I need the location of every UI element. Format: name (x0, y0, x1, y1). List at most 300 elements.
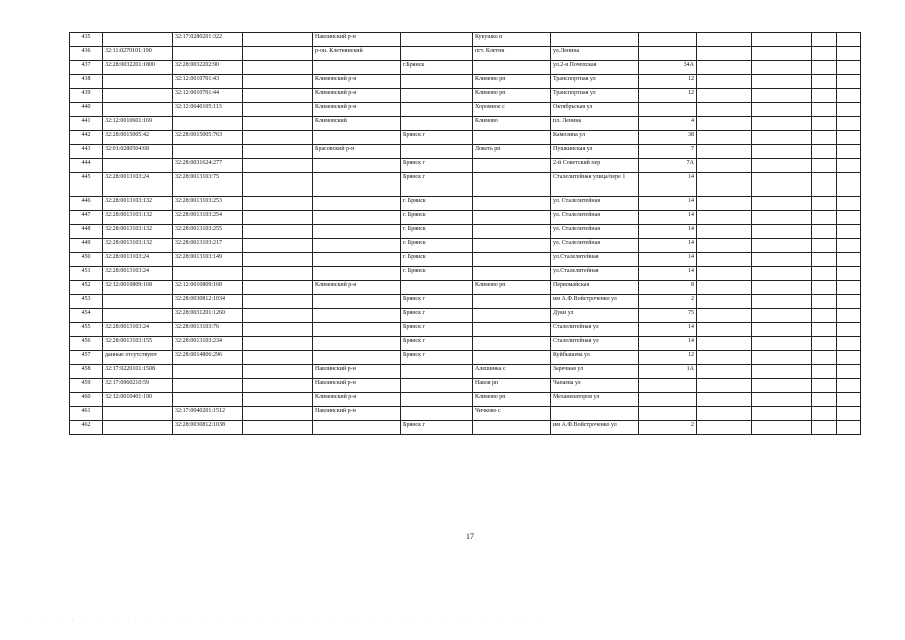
table-cell-empty (697, 75, 752, 89)
table-cell-c3 (243, 131, 313, 145)
table-cell-c5: г. Брянск (401, 197, 473, 211)
table-cell-empty (812, 75, 837, 89)
table-cell-c2: 32:28:0013103:217 (173, 239, 243, 253)
table-cell-empty (697, 351, 752, 365)
table-cell-c3 (243, 75, 313, 89)
table-cell-c5 (401, 117, 473, 131)
table-row (70, 225, 861, 239)
table-cell-empty (837, 75, 861, 89)
table-cell-empty (697, 393, 752, 407)
table-cell-c8: 2 (639, 421, 697, 435)
table-cell-empty (752, 295, 812, 309)
table-cell-c5 (401, 89, 473, 103)
table-cell-c6: пгт. Клетня (473, 47, 551, 61)
table-cell-num: 461 (70, 407, 103, 421)
table-cell-c4: Климовский р-н (313, 393, 401, 407)
table-row (70, 239, 861, 253)
table-cell-c8: 7А (639, 159, 697, 173)
table-cell-c6: Климово рп (473, 89, 551, 103)
table-cell-c5 (401, 33, 473, 47)
table-cell-c2: 32:28:0013103:149 (173, 253, 243, 267)
table-cell-empty (812, 225, 837, 239)
table-cell-c2: 32:28:0013103:76 (173, 323, 243, 337)
table-cell-num: 457 (70, 351, 103, 365)
table-cell-c2 (173, 393, 243, 407)
table-row (70, 281, 861, 295)
table-cell-c7 (551, 33, 639, 47)
table-cell-empty (697, 323, 752, 337)
table-cell-c5 (401, 145, 473, 159)
table-cell-empty (752, 103, 812, 117)
table-cell-c6: Климово рп (473, 75, 551, 89)
table-cell-num: 444 (70, 159, 103, 173)
table-cell-c5: Брянск г (401, 173, 473, 197)
table-row (70, 337, 861, 351)
table-cell-c2: 32:12:0010701:43 (173, 75, 243, 89)
table-cell-c6 (473, 309, 551, 323)
table-cell-empty (697, 89, 752, 103)
table-row (70, 267, 861, 281)
table-cell-num: 454 (70, 309, 103, 323)
table-cell-empty (697, 309, 752, 323)
table-cell-c2: 32:28:0013103:255 (173, 225, 243, 239)
table-cell-c2 (173, 379, 243, 393)
table-row (70, 173, 861, 197)
table-cell-c7: Куйбышева ул (551, 351, 639, 365)
table-cell-empty (752, 323, 812, 337)
table-cell-num: 436 (70, 47, 103, 61)
table-cell-empty (812, 145, 837, 159)
table-cell-empty (812, 103, 837, 117)
table-cell-c8: 7 (639, 145, 697, 159)
table-cell-empty (812, 421, 837, 435)
table-cell-c2: 32:28:0013103:253 (173, 197, 243, 211)
table-cell-c8: 12 (639, 89, 697, 103)
table-cell-empty (697, 253, 752, 267)
scan-artifacts: . . . : . . . .. . . . . . : . . . . . . . . . . . . . . . . . . . . . . . (30, 617, 549, 622)
table-cell-c2 (173, 267, 243, 281)
table-cell-c4: Навлинский р-н (313, 33, 401, 47)
table-cell-c1 (103, 89, 173, 103)
table-cell-num: 448 (70, 225, 103, 239)
table-cell-c6 (473, 267, 551, 281)
table-cell-c1 (103, 103, 173, 117)
table-cell-c2: 32:28:0013103:75 (173, 173, 243, 197)
table-cell-c7: ул. Сталелитейная (551, 225, 639, 239)
table-cell-empty (812, 379, 837, 393)
table-cell-empty (812, 407, 837, 421)
table-cell-num: 447 (70, 211, 103, 225)
table-cell-c8: 14 (639, 211, 697, 225)
table-cell-c5 (401, 365, 473, 379)
table-cell-c7: пл. Ленина (551, 117, 639, 131)
table-cell-c4: Навлинский р-н (313, 365, 401, 379)
table-cell-c4 (313, 309, 401, 323)
table-cell-empty (752, 225, 812, 239)
table-cell-c2: 32:12:0010701:44 (173, 89, 243, 103)
table-cell-num: 456 (70, 337, 103, 351)
table-cell-c3 (243, 281, 313, 295)
table-cell-c2: 32:12:0010809:168 (173, 281, 243, 295)
table-cell-c6 (473, 295, 551, 309)
table-cell-empty (837, 379, 861, 393)
table-cell-empty (697, 33, 752, 47)
page-number: 17 (466, 532, 474, 541)
table-row (70, 159, 861, 173)
table-cell-c5: Брянск г (401, 295, 473, 309)
table-cell-empty (812, 309, 837, 323)
table-cell-c7: Сталелитейная ул (551, 337, 639, 351)
table-cell-c3 (243, 267, 313, 281)
table-cell-c7: Камозина ул (551, 131, 639, 145)
table-cell-empty (837, 89, 861, 103)
table-cell-c4: Климовский р-н (313, 281, 401, 295)
table-cell-num: 462 (70, 421, 103, 435)
table-cell-num: 441 (70, 117, 103, 131)
table-cell-empty (812, 61, 837, 75)
table-cell-c7: ул.Сталелитейная (551, 267, 639, 281)
table-cell-c6: Климово рп (473, 281, 551, 295)
table-cell-c2: 32:28:0014806:296 (173, 351, 243, 365)
table-cell-c6: Климово (473, 117, 551, 131)
table-cell-c6 (473, 253, 551, 267)
table-cell-empty (697, 197, 752, 211)
table-cell-c1 (103, 309, 173, 323)
table-cell-c4: Климовский р-н (313, 75, 401, 89)
table-cell-c5 (401, 407, 473, 421)
table-cell-empty (812, 267, 837, 281)
table-cell-c6 (473, 421, 551, 435)
table-cell-c1 (103, 75, 173, 89)
table-row (70, 295, 861, 309)
table-cell-c4 (313, 267, 401, 281)
table-cell-c2: 32:28:0013103:234 (173, 337, 243, 351)
table-cell-empty (697, 211, 752, 225)
table-cell-c2 (173, 117, 243, 131)
table-cell-empty (837, 33, 861, 47)
table-cell-c5: г. Брянск (401, 239, 473, 253)
table-cell-empty (812, 337, 837, 351)
table-cell-num: 445 (70, 173, 103, 197)
table-cell-c1: 32:28:0013103:24 (103, 267, 173, 281)
table-cell-c7: Транспортная ул (551, 89, 639, 103)
table-cell-num: 460 (70, 393, 103, 407)
table-cell-c5 (401, 75, 473, 89)
table-cell-empty (837, 407, 861, 421)
table-cell-c7: ул. Сталелитейная (551, 197, 639, 211)
table-cell-empty (812, 197, 837, 211)
table-cell-c3 (243, 365, 313, 379)
table-cell-c2: 32:28:0032202:90 (173, 61, 243, 75)
table-cell-c7: Пушкинская ул (551, 145, 639, 159)
table-cell-empty (752, 197, 812, 211)
table-cell-empty (812, 323, 837, 337)
table-cell-c6 (473, 131, 551, 145)
table-row (70, 117, 861, 131)
table-cell-c6 (473, 211, 551, 225)
table-cell-empty (837, 61, 861, 75)
table-cell-empty (812, 281, 837, 295)
table-row (70, 421, 861, 435)
table-cell-empty (752, 173, 812, 197)
table-cell-empty (752, 365, 812, 379)
table-cell-empty (837, 225, 861, 239)
table-cell-c7: ул.Сталелитейная (551, 253, 639, 267)
table-cell-c1: 32:12:0010401:190 (103, 393, 173, 407)
table-cell-empty (697, 47, 752, 61)
table-cell-empty (697, 131, 752, 145)
table-cell-c8 (639, 407, 697, 421)
table-cell-num: 442 (70, 131, 103, 145)
table-cell-c2: 32:17:0280201:322 (173, 33, 243, 47)
table-cell-c1 (103, 407, 173, 421)
table-cell-c4 (313, 197, 401, 211)
table-cell-c5: Брянск г (401, 421, 473, 435)
table-cell-empty (752, 267, 812, 281)
table-cell-c1: 32:11:0270101:190 (103, 47, 173, 61)
table-cell-c4: Навлинский р-н (313, 407, 401, 421)
table-cell-c8 (639, 33, 697, 47)
table-cell-empty (752, 421, 812, 435)
table-cell-empty (812, 33, 837, 47)
table-cell-c6: Кукушко п (473, 33, 551, 47)
table-cell-empty (752, 47, 812, 61)
table-cell-c1: 32:12:0010601:169 (103, 117, 173, 131)
table-cell-c8: 14 (639, 253, 697, 267)
table-cell-empty (837, 47, 861, 61)
table-cell-empty (812, 47, 837, 61)
table-cell-empty (697, 421, 752, 435)
table-cell-c1: 32:28:0013103:132 (103, 197, 173, 211)
table-cell-num: 439 (70, 89, 103, 103)
table-row (70, 309, 861, 323)
table-cell-c7: 2-й Советский пер (551, 159, 639, 173)
table-cell-empty (697, 295, 752, 309)
table-cell-num: 459 (70, 379, 103, 393)
table-cell-c2: 32:28:0031201:1260 (173, 309, 243, 323)
table-cell-c3 (243, 173, 313, 197)
table-cell-empty (697, 337, 752, 351)
table-cell-empty (837, 351, 861, 365)
table-cell-empty (837, 239, 861, 253)
table-cell-empty (697, 407, 752, 421)
table-cell-empty (697, 267, 752, 281)
table-cell-c6: Климово рп (473, 393, 551, 407)
table-row (70, 33, 861, 47)
table-cell-c3 (243, 421, 313, 435)
table-cell-num: 446 (70, 197, 103, 211)
table-cell-empty (812, 393, 837, 407)
table-cell-c4 (313, 159, 401, 173)
table-cell-c7: ул. Сталелитейная (551, 211, 639, 225)
table-cell-c1: данные отсутствуют (103, 351, 173, 365)
table-cell-c3 (243, 47, 313, 61)
table-cell-empty (752, 145, 812, 159)
table-cell-c4 (313, 253, 401, 267)
table-cell-empty (697, 117, 752, 131)
table-cell-c3 (243, 33, 313, 47)
table-cell-c1: 32:28:0013103:24 (103, 173, 173, 197)
table-cell-c8: 4 (639, 117, 697, 131)
table-cell-empty (752, 281, 812, 295)
table-cell-num: 450 (70, 253, 103, 267)
table-cell-num: 453 (70, 295, 103, 309)
table-cell-empty (752, 33, 812, 47)
table-cell-c3 (243, 159, 313, 173)
table-cell-c8: 38 (639, 131, 697, 145)
table-cell-empty (837, 421, 861, 435)
table-cell-c8: 14 (639, 173, 697, 197)
table-cell-c5: Брянск г (401, 131, 473, 145)
table-cell-num: 443 (70, 145, 103, 159)
table-row (70, 89, 861, 103)
table-cell-c8: 2 (639, 295, 697, 309)
table-cell-c5 (401, 379, 473, 393)
table-cell-c3 (243, 239, 313, 253)
table-cell-empty (697, 61, 752, 75)
table-cell-empty (837, 145, 861, 159)
table-row (70, 323, 861, 337)
table-cell-empty (812, 159, 837, 173)
table-cell-c4: р-он. Клетнянский (313, 47, 401, 61)
table-cell-c5: Брянск г (401, 337, 473, 351)
table-cell-c2 (173, 47, 243, 61)
table-cell-empty (837, 295, 861, 309)
table-cell-empty (752, 61, 812, 75)
table-cell-empty (752, 131, 812, 145)
table-cell-c4 (313, 211, 401, 225)
table-cell-c8 (639, 103, 697, 117)
table-cell-c1: 32:17:0960210:59 (103, 379, 173, 393)
table-row (70, 379, 861, 393)
table-cell-c7: Сталелитейная улица/пере 1 (551, 173, 639, 197)
table-cell-c3 (243, 337, 313, 351)
table-cell-c5: Брянск г (401, 351, 473, 365)
table-cell-c3 (243, 295, 313, 309)
table-cell-c7: Транспортная ул (551, 75, 639, 89)
table-cell-c3 (243, 323, 313, 337)
table-cell-c3 (243, 379, 313, 393)
table-cell-c6 (473, 351, 551, 365)
table-cell-c7: ул.Ленина (551, 47, 639, 61)
table-cell-c6 (473, 61, 551, 75)
table-cell-c4 (313, 421, 401, 435)
table-cell-c3 (243, 351, 313, 365)
table-cell-c3 (243, 407, 313, 421)
table-cell-c6: Чичково с (473, 407, 551, 421)
table-cell-c1 (103, 295, 173, 309)
table-cell-c1: 32:17:0220101:1508 (103, 365, 173, 379)
table-cell-c8 (639, 47, 697, 61)
table-cell-c2: 32:12:0640105:113 (173, 103, 243, 117)
table-cell-empty (837, 253, 861, 267)
table-cell-c6: Алешинка с (473, 365, 551, 379)
table-cell-c5: г. Брянск (401, 267, 473, 281)
table-row (70, 253, 861, 267)
table-cell-c4 (313, 61, 401, 75)
table-cell-num: 440 (70, 103, 103, 117)
table-cell-num: 438 (70, 75, 103, 89)
table-cell-c8: 34А (639, 61, 697, 75)
table-cell-c4 (313, 173, 401, 197)
table-cell-empty (752, 407, 812, 421)
table-cell-c6 (473, 225, 551, 239)
table-cell-empty (837, 117, 861, 131)
table-cell-empty (837, 173, 861, 197)
table-cell-empty (812, 131, 837, 145)
table-row (70, 75, 861, 89)
table-cell-c3 (243, 61, 313, 75)
table-cell-empty (812, 89, 837, 103)
table-cell-c1: 32:28:0013103:132 (103, 239, 173, 253)
table-cell-empty (812, 173, 837, 197)
table-cell-c1 (103, 33, 173, 47)
table-cell-empty (837, 309, 861, 323)
table-cell-c8 (639, 379, 697, 393)
table-cell-c6 (473, 337, 551, 351)
table-cell-empty (752, 117, 812, 131)
table-cell-c7: Первомайская (551, 281, 639, 295)
table-cell-c4 (313, 239, 401, 253)
table-cell-empty (752, 393, 812, 407)
table-cell-c6 (473, 159, 551, 173)
table-cell-c6: Навля рп (473, 379, 551, 393)
table-cell-c5: Брянск г (401, 323, 473, 337)
table-cell-empty (752, 351, 812, 365)
table-cell-c3 (243, 225, 313, 239)
table-cell-empty (752, 253, 812, 267)
table-cell-empty (697, 379, 752, 393)
table-cell-c8: 14 (639, 225, 697, 239)
table-cell-c4 (313, 225, 401, 239)
table-row (70, 103, 861, 117)
table-cell-c3 (243, 309, 313, 323)
table-cell-c8: 12 (639, 351, 697, 365)
table-cell-c8: 14 (639, 239, 697, 253)
table-cell-empty (752, 211, 812, 225)
table-cell-c2: 32:28:0030812:1034 (173, 295, 243, 309)
table-cell-c8: 14 (639, 197, 697, 211)
table-cell-c2: 32:17:0040201:1512 (173, 407, 243, 421)
table-cell-c3 (243, 197, 313, 211)
table-cell-num: 455 (70, 323, 103, 337)
table-cell-num: 452 (70, 281, 103, 295)
table-cell-empty (752, 309, 812, 323)
table-cell-c3 (243, 253, 313, 267)
table-row (70, 61, 861, 75)
table-cell-c2 (173, 145, 243, 159)
table-cell-c8: 75 (639, 309, 697, 323)
table-cell-empty (697, 159, 752, 173)
table-cell-empty (812, 117, 837, 131)
table-cell-c4: Навлинский р-н (313, 379, 401, 393)
table-cell-c1: 32:28:0013103:24 (103, 253, 173, 267)
table-cell-c6 (473, 323, 551, 337)
table-cell-c6: Локоть рп (473, 145, 551, 159)
table-cell-c8: 12 (639, 75, 697, 89)
table-cell-c5: Брянск г (401, 309, 473, 323)
table-cell-c4 (313, 337, 401, 351)
table-cell-empty (752, 159, 812, 173)
table-cell-c7: ул. Сталелитейная (551, 239, 639, 253)
table-cell-c1 (103, 421, 173, 435)
table-cell-empty (752, 379, 812, 393)
table-row (70, 393, 861, 407)
table-cell-c3 (243, 117, 313, 131)
table-cell-c2: 32:28:0030812:1038 (173, 421, 243, 435)
table-cell-c2: 32:28:0031624:277 (173, 159, 243, 173)
table-cell-c7: Октябрьская ул (551, 103, 639, 117)
